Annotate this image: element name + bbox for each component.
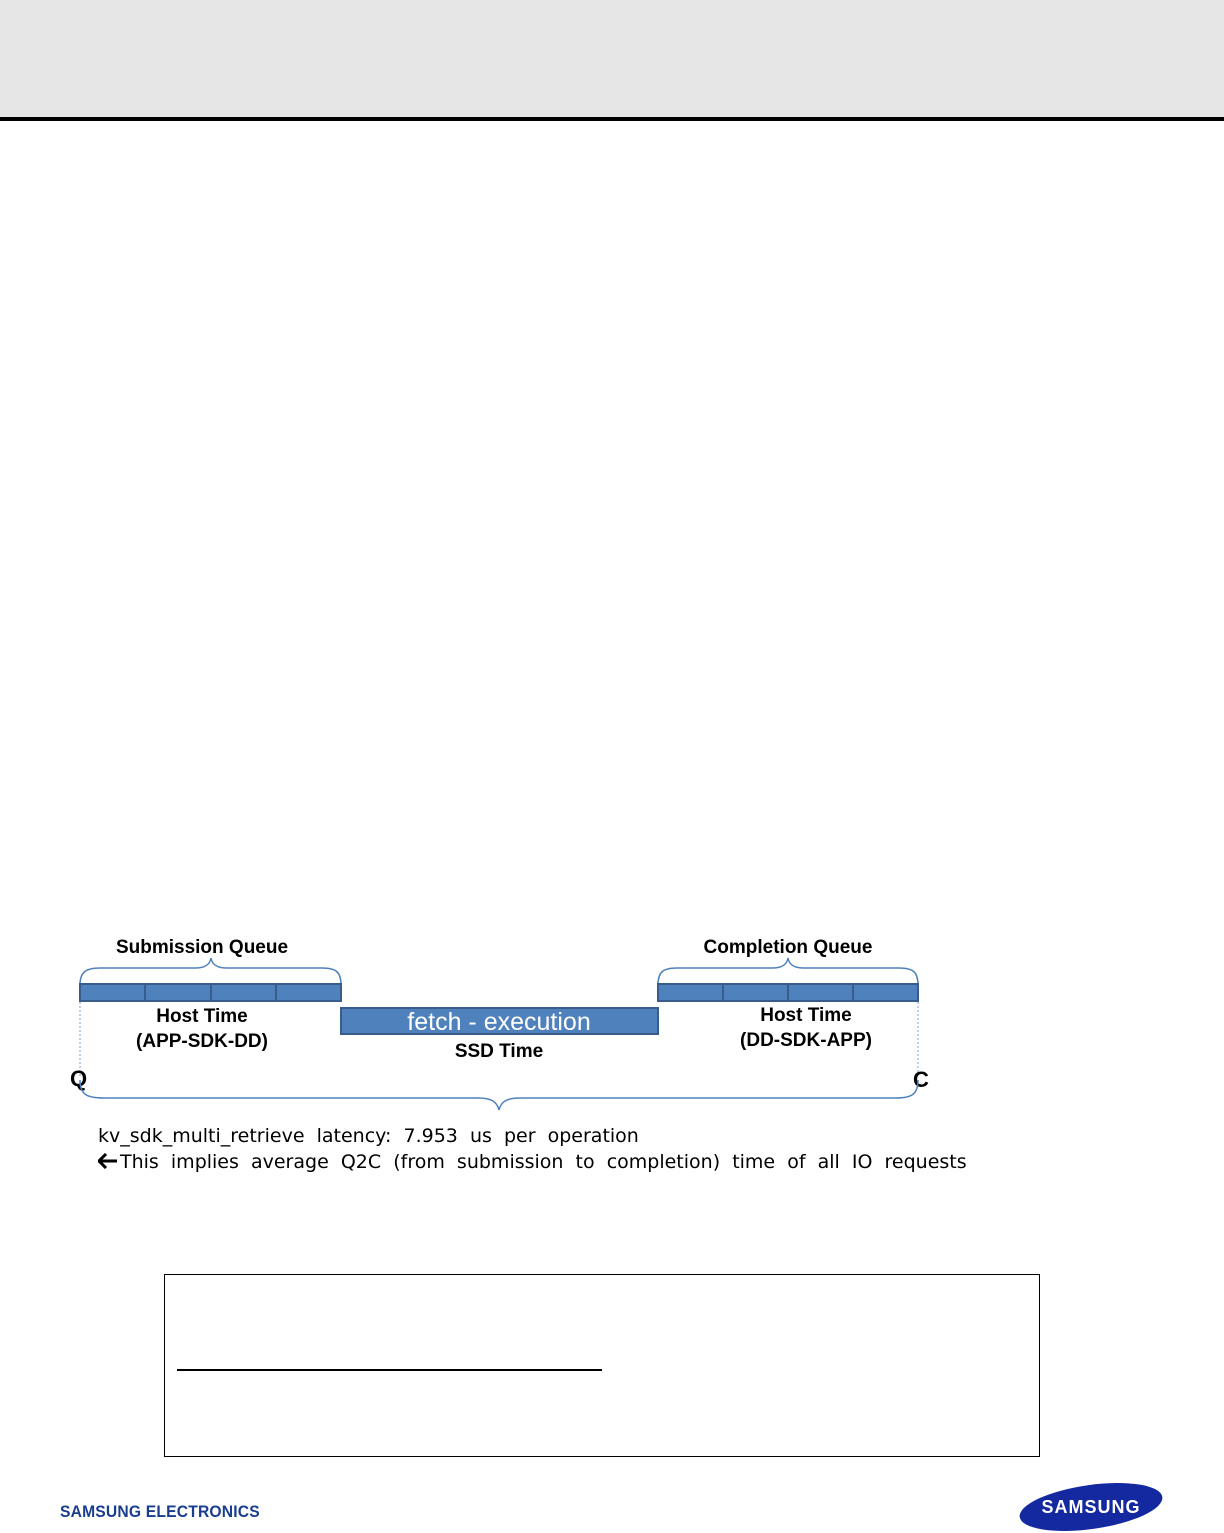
host-time-left-label: Host Time	[156, 1006, 248, 1027]
c-marker: C	[913, 1067, 929, 1092]
host-time-right-label: Host Time	[760, 1005, 852, 1026]
samsung-logo	[1018, 1482, 1164, 1532]
host-time-right-sub: (DD-SDK-APP)	[740, 1030, 872, 1051]
submission-queue-brace	[80, 958, 341, 985]
submission-queue-slot	[145, 984, 211, 1001]
completion-queue-slot	[658, 984, 723, 1001]
footer-company-name: SAMSUNG ELECTRONICS	[60, 1502, 260, 1521]
q2c-caption-row	[98, 1151, 967, 1173]
ssd-bar-label: fetch - execution	[407, 1008, 591, 1036]
note-box	[164, 1274, 1040, 1457]
completion-queue-label: Completion Queue	[703, 937, 873, 958]
completion-queue-slot	[723, 984, 788, 1001]
submission-queue-label: Submission Queue	[115, 937, 289, 958]
q-marker: Q	[70, 1066, 88, 1091]
submission-queue-slot	[80, 984, 145, 1001]
submission-queue-slot	[211, 984, 276, 1001]
samsung-logo-text: SAMSUNG	[1041, 1497, 1141, 1517]
submission-queue-slot	[276, 984, 341, 1001]
ssd-time-label: SSD Time	[454, 1041, 544, 1062]
q2c-brace	[80, 1080, 918, 1110]
latency-caption: kv_sdk_multi_retrieve latency: 7.953 us per operation	[98, 1125, 639, 1147]
note-underline	[177, 1369, 602, 1371]
completion-queue-brace	[658, 958, 918, 985]
left-arrow-icon	[98, 1151, 120, 1173]
host-time-left-sub: (APP-SDK-DD)	[136, 1031, 268, 1052]
completion-queue-slot	[788, 984, 853, 1001]
completion-queue-slot	[853, 984, 918, 1001]
q2c-caption: This implies average Q2C (from submission to completion) time of all IO requests	[120, 1151, 967, 1173]
